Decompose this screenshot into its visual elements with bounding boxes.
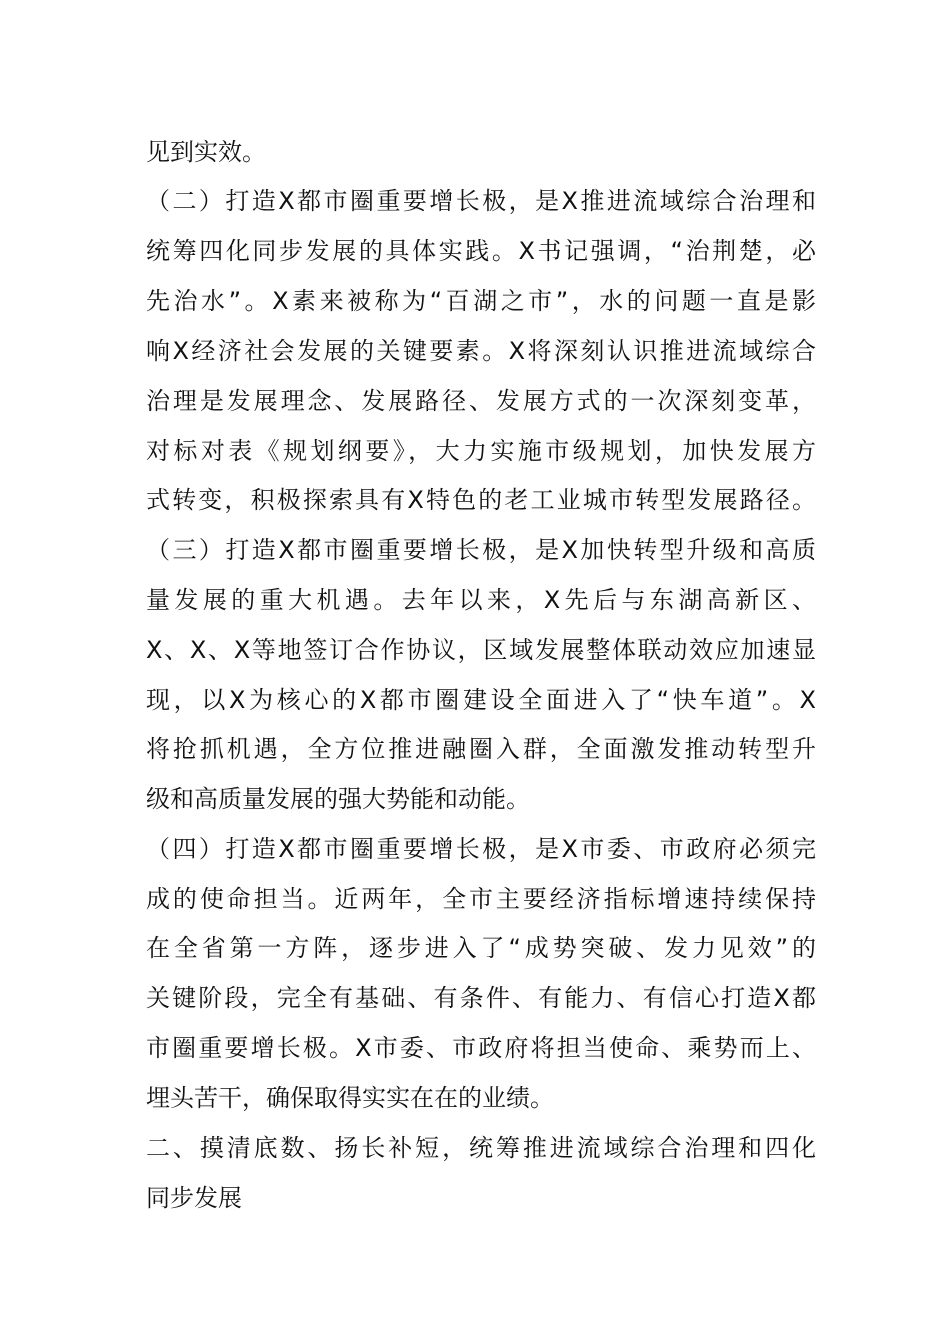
text-line: 量发展的重大机遇。去年以来，X先后与东湖高新区、 bbox=[146, 586, 816, 614]
text-line: 级和高质量发展的强大势能和动能。 bbox=[146, 785, 530, 813]
section-heading: 二、摸清底数、扬长补短，统筹推进流域综合治理和四化 bbox=[146, 1134, 816, 1162]
text-line: X、X、X等地签订合作协议，区域发展整体联动效应加速显 bbox=[146, 636, 816, 664]
text-line: 在全省第一方阵，逐步进入了“成势突破、发力见效”的 bbox=[146, 934, 816, 962]
text-line: 见到实效。 bbox=[146, 138, 266, 166]
text-line: 埋头苦干，确保取得实实在在的业绩。 bbox=[146, 1084, 554, 1112]
text-line: （二）打造X都市圈重要增长极，是X推进流域综合治理和 bbox=[146, 187, 816, 215]
text-line: （三）打造X都市圈重要增长极，是X加快转型升级和高质 bbox=[146, 536, 816, 564]
text-line: 现，以X为核心的X都市圈建设全面进入了“快车道”。X bbox=[146, 686, 816, 714]
text-line: 统筹四化同步发展的具体实践。X书记强调，“治荆楚，必 bbox=[146, 237, 816, 265]
text-line: 治理是发展理念、发展路径、发展方式的一次深刻变革， bbox=[146, 387, 816, 415]
text-line: 先治水”。X素来被称为“百湖之市”，水的问题一直是影 bbox=[146, 287, 816, 315]
text-line: 成的使命担当。近两年，全市主要经济指标增速持续保持 bbox=[146, 885, 816, 913]
text-line: 将抢抓机遇，全方位推进融圈入群，全面激发推动转型升 bbox=[146, 735, 816, 763]
text-line: 式转变，积极探索具有X特色的老工业城市转型发展路径。 bbox=[146, 486, 816, 514]
text-line: 对标对表《规划纲要》，大力实施市级规划，加快发展方 bbox=[146, 437, 816, 465]
text-line: （四）打造X都市圈重要增长极，是X市委、市政府必须完 bbox=[146, 835, 816, 863]
section-heading-continued: 同步发展 bbox=[146, 1184, 242, 1212]
text-line: 市圈重要增长极。X市委、市政府将担当使命、乘势而上、 bbox=[146, 1034, 816, 1062]
text-line: 响X经济社会发展的关键要素。X将深刻认识推进流域综合 bbox=[146, 337, 816, 365]
text-line: 关键阶段，完全有基础、有条件、有能力、有信心打造X都 bbox=[146, 984, 816, 1012]
